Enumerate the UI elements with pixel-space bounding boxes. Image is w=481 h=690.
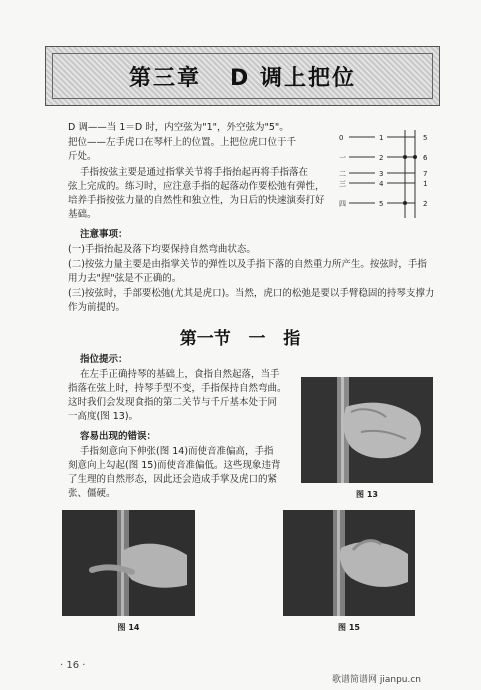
errors-line: 刻意向上勾起(图 15)而使音准偏低。这些现象违背 xyxy=(68,460,281,471)
chapter-title: 第三章 D 调上把位 xyxy=(129,65,356,91)
diagram-right-label: 6 xyxy=(423,154,428,162)
errors-title: 容易出现的错误： xyxy=(80,431,157,442)
caption-figure-13: 图 13 xyxy=(356,490,378,499)
diagram-row-0 xyxy=(339,134,427,142)
notes-item-3-cont: 作为前提的。 xyxy=(68,302,126,313)
errors-line: 手指刻意向下伸张(图 14)而使音准偏高，手指 xyxy=(80,446,274,457)
errors-line: 张、僵硬。 xyxy=(68,488,116,499)
diagram-mid-label: 1 xyxy=(379,134,384,142)
tips-line: 这时我们会发现食指的第二关节与千斤基本处于同 xyxy=(68,397,278,408)
diagram-left-label: 三 xyxy=(339,180,346,188)
intro-line-position-cont: 斤处。 xyxy=(68,151,97,162)
para1-line1: 手指按弦主要是通过指掌关节将手指抬起再将手指落在 xyxy=(80,167,309,178)
diagram-mid-label: 5 xyxy=(379,200,384,208)
para1-line3: 培养手指按弦力量的自然性和独立性，为日后的快速演奏打好 xyxy=(68,195,325,206)
photo-figure-13 xyxy=(301,377,433,483)
errors-line: 了生理的自然形态，因此还会造成手掌及虎口的紧 xyxy=(68,474,278,485)
fingering-diagram xyxy=(335,126,445,226)
tips-title: 指位提示： xyxy=(80,354,128,365)
notes-item-3: (三)按弦时，手部要松弛(尤其是虎口)。当然，虎口的松弛是要以手臂稳固的持琴支撑力 xyxy=(68,288,435,299)
tips-line: 一高度(图 13)。 xyxy=(68,411,139,422)
caption-figure-14: 图 14 xyxy=(117,623,140,632)
tips-line: 指落在弦上时，持琴手型不变，手指保持自然弯曲。 xyxy=(68,383,287,394)
intro-line-position: 把位——左手虎口在琴杆上的位置。上把位虎口位于千 xyxy=(68,137,297,148)
intro-line-d-key: D 调——当 1＝D 时，内空弦为"1"，外空弦为"5"。 xyxy=(68,122,289,133)
diagram-right-label: 7 xyxy=(423,170,428,178)
diagram-row-3 xyxy=(339,180,427,188)
diagram-row-2 xyxy=(339,170,427,178)
photo-figure-14 xyxy=(62,510,195,616)
notes-title: 注意事项： xyxy=(80,229,128,240)
diagram-row-4 xyxy=(339,200,427,208)
notes-item-1: (一)手指抬起及落下均要保持自然弯曲状态。 xyxy=(68,244,256,255)
caption-figure-15: 图 15 xyxy=(338,623,360,632)
para1-line4: 基础。 xyxy=(68,209,97,220)
diagram-mid-label: 3 xyxy=(379,170,384,178)
tips-line: 在左手正确持琴的基础上，食指自然起落，当手 xyxy=(80,369,280,380)
photo-figure-15 xyxy=(283,510,415,616)
notes-item-2-cont: 用力去"捏"弦是不正确的。 xyxy=(68,273,182,284)
chapter-banner xyxy=(45,46,440,106)
diagram-mid-label: 2 xyxy=(379,154,384,162)
diagram-left-label: 四 xyxy=(339,200,346,208)
diagram-right-label: 2̇ xyxy=(423,200,428,208)
diagram-left-label: 二 xyxy=(339,170,346,178)
section-title: 第一节 一 指 xyxy=(179,329,301,349)
diagram-mid-label: 4 xyxy=(379,180,384,188)
diagram-right-label: 1̇ xyxy=(423,180,428,188)
watermark: 歌谱简谱网 jianpu.cn xyxy=(332,675,422,685)
diagram-right-label: 5 xyxy=(423,134,428,142)
diagram-left-label: 0 xyxy=(339,134,344,142)
page-number: · 16 · xyxy=(60,660,86,671)
diagram-left-label: 一 xyxy=(339,154,346,162)
para1-line2: 弦上完成的。练习时，应注意手指的起落动作要松弛有弹性， xyxy=(68,181,325,192)
notes-item-2: (二)按弦力量主要是由指掌关节的弹性以及手指下落的自然重力所产生。按弦时，手指 xyxy=(68,259,427,270)
